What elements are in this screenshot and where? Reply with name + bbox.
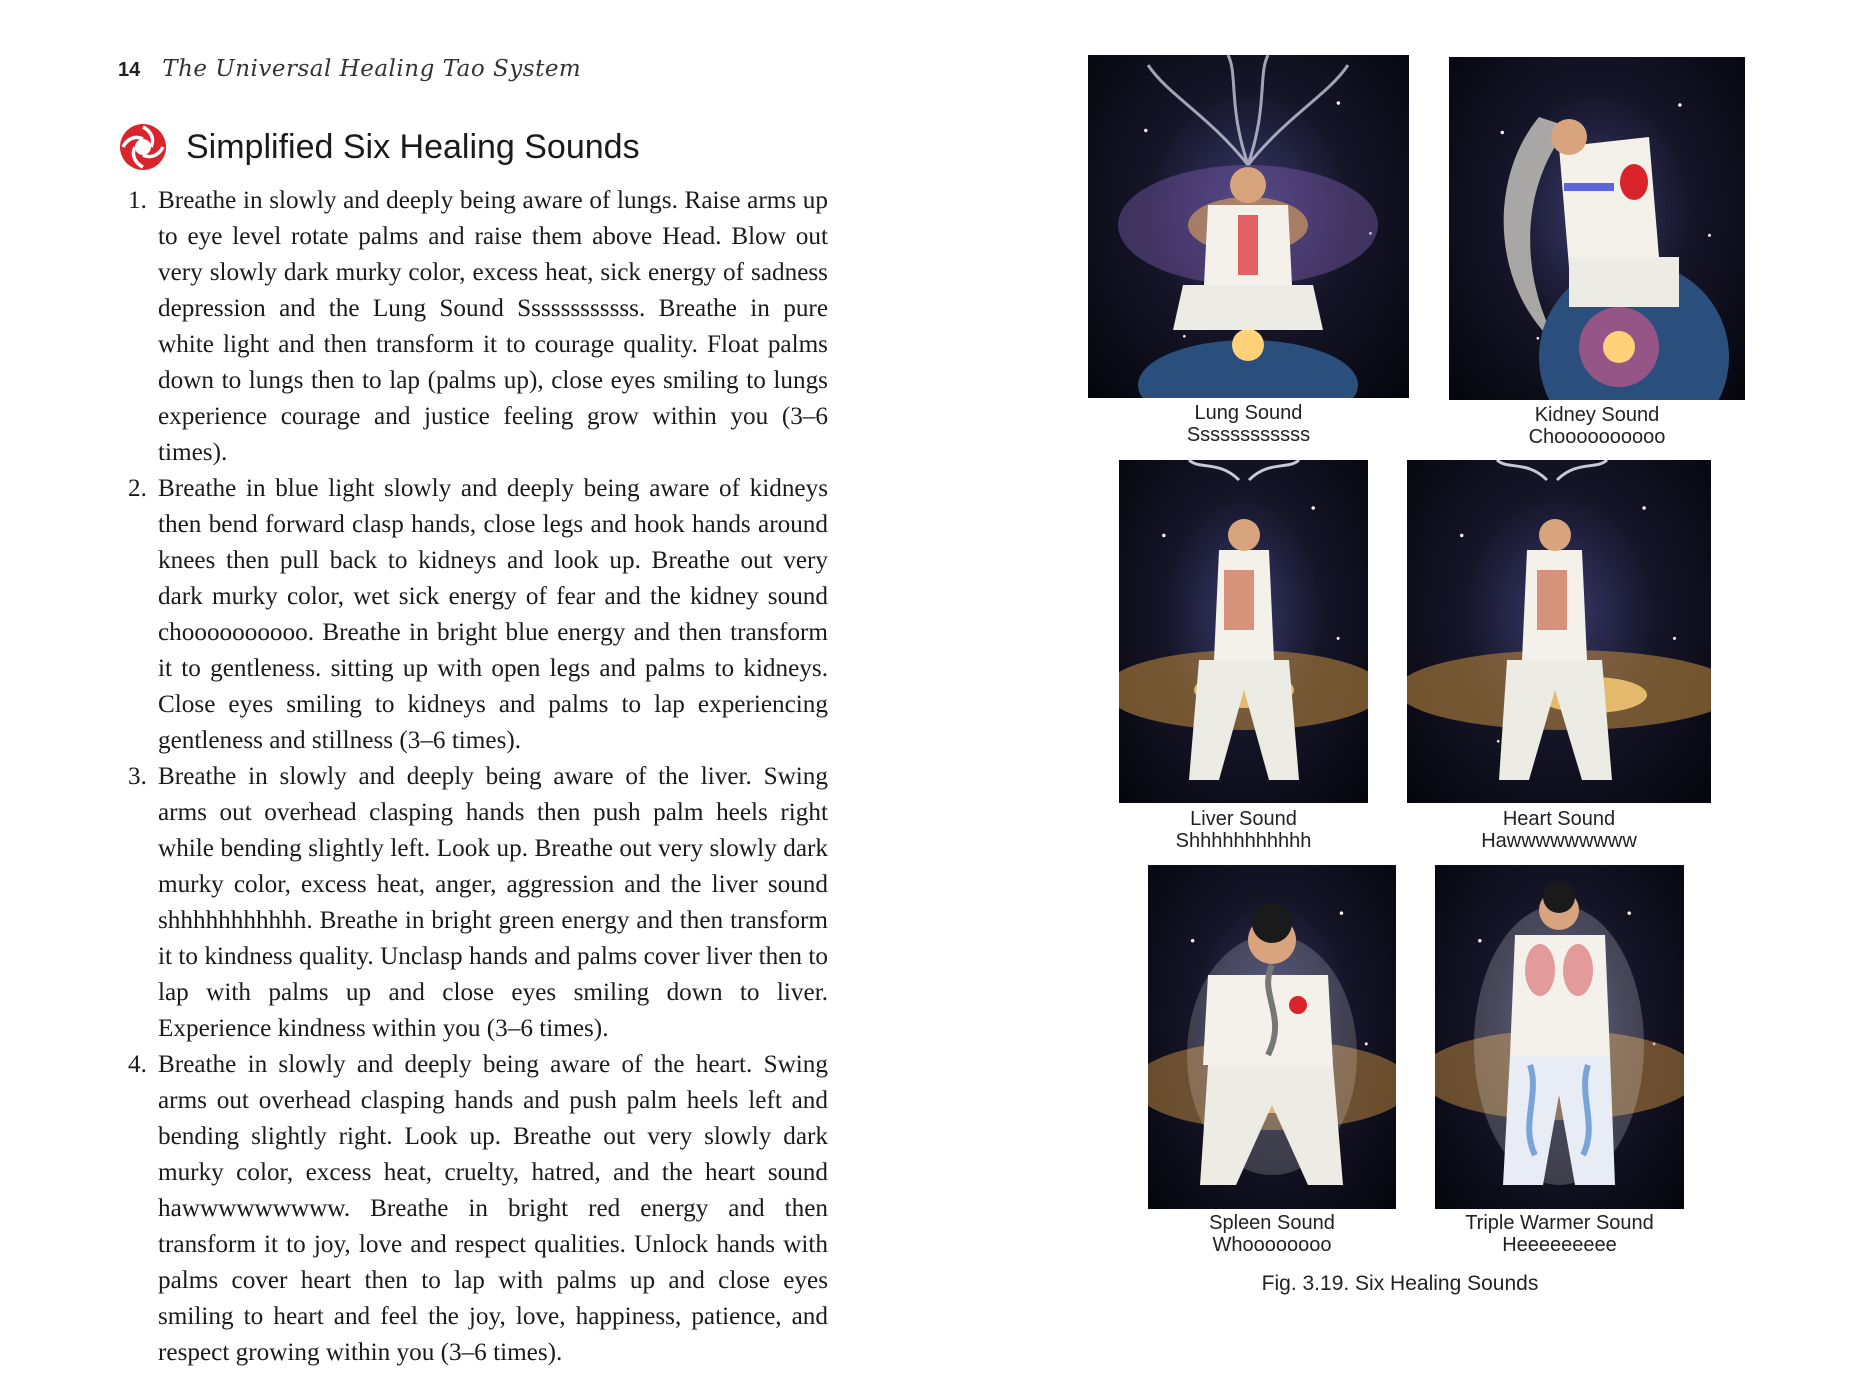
figure-sound: Heeeeeeeee xyxy=(1502,1234,1617,1256)
kidney-sound-caption xyxy=(1449,404,1745,448)
instruction-step-4 xyxy=(128,1047,828,1371)
figure-name: Triple Warmer Sound xyxy=(1465,1212,1654,1234)
lung-sound-caption xyxy=(1100,402,1397,446)
spleen-sound-photo xyxy=(1148,865,1396,1209)
instruction-list xyxy=(128,183,828,1371)
figure-name: Kidney Sound xyxy=(1534,404,1660,426)
section-title: Simplified Six Healing Sounds xyxy=(186,127,640,166)
figure-sound: Ssssssssssss xyxy=(1186,424,1311,446)
spleen-sound-caption xyxy=(1148,1212,1396,1256)
triple-warmer-sound-photo xyxy=(1435,865,1684,1209)
step-number: 4. xyxy=(128,1051,147,1078)
figure-caption: Fig. 3.19. Six Healing Sounds xyxy=(1261,1272,1539,1295)
figure-sound: Whoooooooo xyxy=(1212,1234,1332,1256)
step-text: Breathe in blue light slowly and deeply being aware of kidneys then bend forward clasp hands, close legs and hook hands around knees then pull back to kidneys and look up. Breathe out very dark murky color, wet sick energy of fear and the kidney sound choooooooooo. Breathe in bright blue energy and then transform it to gentleness. sitting up with open legs and palms to kidneys. Close eyes smiling to kidneys and palms to lap experiencing gentleness and stillness (3–6 times). xyxy=(158,475,828,754)
red-swirl-icon xyxy=(118,122,168,172)
lung-sound-photo xyxy=(1088,55,1409,398)
kidney-sound-photo xyxy=(1449,57,1745,400)
page-number: 14 xyxy=(118,59,141,81)
figure-sound: Shhhhhhhhhhh xyxy=(1175,830,1312,852)
triple-warmer-sound-caption xyxy=(1435,1212,1684,1256)
instruction-step-2 xyxy=(128,471,828,759)
step-text: Breathe in slowly and deeply being aware of the heart. Swing arms out overhead clasping hands and push palm heels left and bending slightly right. Look up. Breathe out very slowly dark murky color, excess heat, cruelty, hatred, and the heart sound hawwwwwwwww. Breathe in bright red energy and then transform it to joy, love and respect qualities. Unlock hands with palms cover heart then to lap with palms up and close eyes smiling to heart and feel the joy, love, happiness, patience, and respect growing within you (3–6 times). xyxy=(158,1051,828,1366)
step-text: Breathe in slowly and deeply being aware of lungs. Raise arms up to eye level rotate palms and raise them above Head. Blow out very slowly dark murky color, excess heat, sick energy of sadness depression and the Lung Sound Ssssssssssss. Breathe in pure white light and then transform it to courage quality. Float palms down to lungs then to lap (palms up), close eyes smiling to lungs experience courage and justice feeling grow within you (3–6 times). xyxy=(158,187,828,466)
liver-sound-photo xyxy=(1119,460,1368,803)
step-number: 3. xyxy=(128,763,147,790)
step-text: Breathe in slowly and deeply being aware of the liver. Swing arms out overhead clasping hands then push palm heels right while bending slightly left. Look up. Breathe out very slowly dark murky color, excess heat, anger, aggression and the liver sound shhhhhhhhhhh. Breathe in bright green energy and then transform it to kindness quality. Unclasp hands and palms cover liver then to lap with palms up and close eyes smiling down to liver. Experience kindness within you (3–6 times). xyxy=(158,763,828,1042)
instruction-step-3 xyxy=(128,759,828,1047)
figure-name: Liver Sound xyxy=(1190,808,1297,830)
figure-sound: Hawwwwwwwww xyxy=(1481,830,1637,852)
figure-name: Lung Sound xyxy=(1194,402,1303,424)
step-number: 2. xyxy=(128,475,147,502)
section-heading xyxy=(118,122,640,172)
liver-sound-caption xyxy=(1119,808,1368,852)
running-head xyxy=(118,56,581,82)
heart-sound-caption xyxy=(1407,808,1711,852)
figure-name: Heart Sound xyxy=(1502,808,1616,830)
instruction-step-1 xyxy=(128,183,828,471)
book-title: The Universal Healing Tao System xyxy=(162,56,582,82)
figure-sound: Choooooooooo xyxy=(1528,426,1666,448)
step-number: 1. xyxy=(128,187,147,214)
heart-sound-photo xyxy=(1407,460,1711,803)
figure-name: Spleen Sound xyxy=(1209,1212,1335,1234)
